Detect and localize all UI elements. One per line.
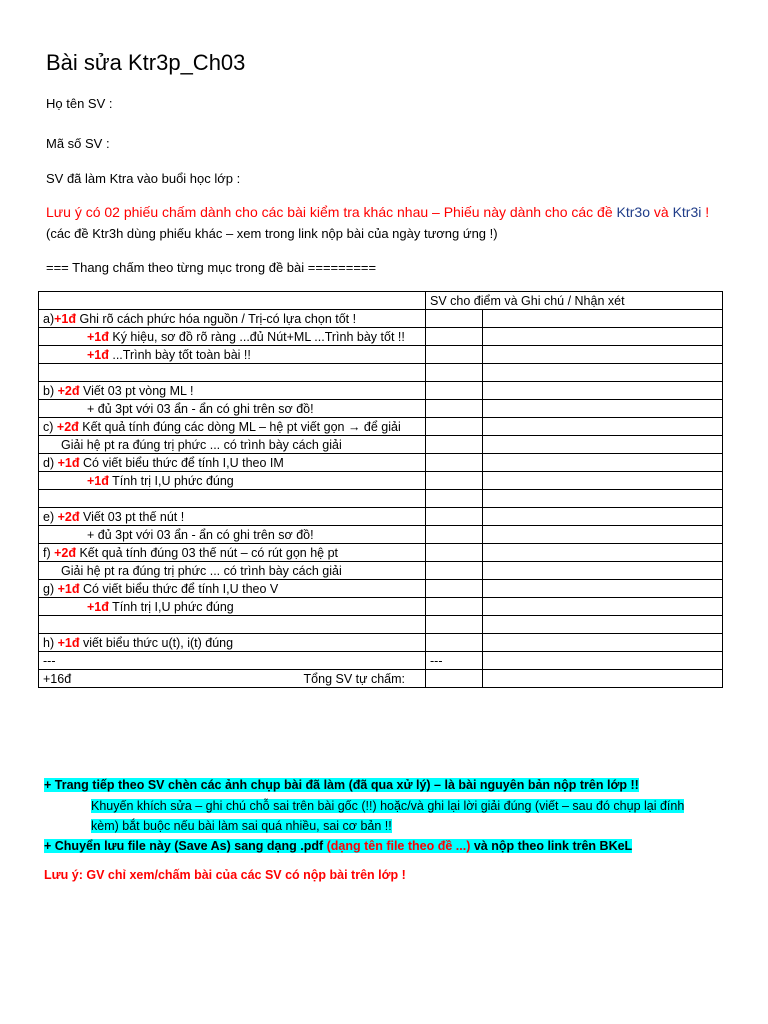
criteria-text: Giải hệ pt ra đúng trị phức ... có trình bày cách giải (61, 437, 342, 452)
comment-cell[interactable] (483, 490, 723, 508)
points-badge: +1đ (87, 599, 109, 614)
criteria-cell (39, 364, 426, 382)
comment-cell[interactable] (483, 364, 723, 382)
criteria-cell (39, 580, 426, 598)
table-row (39, 598, 723, 616)
exam-code-2: Ktr3i (672, 204, 702, 220)
table-row (39, 580, 723, 598)
total-label: Tổng SV tự chấm: (303, 671, 405, 686)
note-end: ! (701, 204, 710, 220)
comment-cell[interactable] (483, 454, 723, 472)
criteria-cell (39, 328, 426, 346)
table-row (39, 490, 723, 508)
criteria-text: Kết quả tính đúng các dòng ML – hệ pt viết gọn → để giải (78, 419, 401, 434)
criteria-text: Tính trị I,U phức đúng (108, 599, 234, 614)
criteria-text: Tính trị I,U phức đúng (108, 473, 234, 488)
note-line-2: (các đề Ktr3h dùng phiếu khác – xem trong link nộp bài của ngày tương ứng !) (46, 226, 498, 241)
table-row (39, 526, 723, 544)
criteria-cell (39, 472, 426, 490)
comment-cell[interactable] (483, 508, 723, 526)
points-badge: +1đ (57, 455, 80, 470)
item-prefix: b) (43, 383, 58, 398)
table-row (39, 652, 723, 670)
score-cell[interactable] (426, 400, 483, 418)
comment-cell[interactable] (483, 418, 723, 436)
scale-heading: === Thang chấm theo từng mục trong đề bài ========= (46, 260, 377, 275)
score-cell[interactable] (426, 616, 483, 634)
score-cell[interactable] (426, 454, 483, 472)
comment-cell[interactable] (483, 652, 723, 670)
criteria-text: + đủ 3pt với 03 ẩn - ẩn có ghi trên sơ đồ! (87, 401, 314, 416)
points-badge: +2đ (54, 545, 76, 560)
table-row (39, 616, 723, 634)
score-cell[interactable] (426, 418, 483, 436)
score-cell[interactable] (426, 346, 483, 364)
table-row (39, 562, 723, 580)
footer-line-2: Khuyến khích sửa – ghi chú chỗ sai trên bài gốc (!!) hoặc/và ghi lại lời giải đúng (viết – sau đó chụp lại đính (91, 799, 685, 813)
score-cell[interactable] (426, 598, 483, 616)
comment-cell[interactable] (483, 310, 723, 328)
criteria-text: ...Trình bày tốt toàn bài !! (108, 347, 251, 362)
table-row (39, 310, 723, 328)
table-row (39, 544, 723, 562)
points-badge: +2đ (56, 419, 79, 434)
criteria-cell (39, 454, 426, 472)
score-cell[interactable] (426, 472, 483, 490)
class-session-label: SV đã làm Ktra vào buổi học lớp : (46, 171, 241, 186)
score-cell[interactable] (426, 328, 483, 346)
points-badge: +1đ (57, 581, 80, 596)
score-cell[interactable] (426, 652, 483, 670)
comment-cell[interactable] (483, 634, 723, 652)
item-prefix: h) (43, 635, 58, 650)
score-cell[interactable] (426, 562, 483, 580)
criteria-cell (39, 616, 426, 634)
comment-cell[interactable] (483, 328, 723, 346)
note-and: và (649, 204, 673, 220)
table-row (39, 418, 723, 436)
score-cell[interactable] (426, 634, 483, 652)
points-badge: +1đ (54, 311, 77, 326)
exam-code-1: Ktr3o (616, 204, 650, 220)
score-cell[interactable] (426, 544, 483, 562)
criteria-text: Có viết biểu thức để tính I,U theo IM (79, 455, 284, 470)
note-line-1 (46, 204, 709, 220)
points-badge: +1đ (57, 635, 80, 650)
criteria-cell (39, 652, 426, 670)
student-name-label: Họ tên SV : (46, 96, 113, 111)
comment-cell[interactable] (483, 670, 723, 688)
criteria-cell (39, 544, 426, 562)
comment-cell[interactable] (483, 598, 723, 616)
score-cell[interactable] (426, 526, 483, 544)
criteria-cell (39, 310, 426, 328)
table-header: SV cho điểm và Ghi chú / Nhận xét (426, 292, 723, 310)
points-badge: +1đ (87, 347, 109, 362)
item-prefix: f) (43, 545, 55, 560)
criteria-text: Viết 03 pt vòng ML ! (79, 383, 194, 398)
warning-note: Lưu ý: GV chỉ xem/chấm bài của các SV có nộp bài trên lớp ! (44, 868, 406, 882)
points-badge: +2đ (57, 383, 80, 398)
criteria-text: Ký hiệu, sơ đồ rõ ràng ...đủ Nút+ML ...Trình bày tốt !! (108, 329, 405, 344)
criteria-text: Giải hệ pt ra đúng trị phức ... có trình bày cách giải (61, 563, 342, 578)
score-cell[interactable] (426, 670, 483, 688)
criteria-cell (39, 400, 426, 418)
page-title: Bài sửa Ktr3p_Ch03 (46, 50, 246, 75)
criteria-cell (39, 670, 426, 688)
table-row (39, 472, 723, 490)
grading-table (38, 291, 723, 688)
criteria-text: Có viết biểu thức để tính I,U theo V (79, 581, 279, 596)
item-prefix: a) (43, 311, 55, 326)
item-prefix: g) (43, 581, 58, 596)
points-badge: +1đ (87, 473, 109, 488)
item-prefix: --- (43, 653, 56, 668)
footer-line-3: kèm) bắt buộc nếu bài làm sai quá nhiều, sai cơ bản !! (91, 819, 392, 833)
criteria-text: Kết quả tính đúng 03 thế nút – có rút gọn hệ pt (76, 545, 339, 560)
table-row (39, 382, 723, 400)
criteria-cell (39, 490, 426, 508)
criteria-text: Ghi rõ cách phức hóa nguồn / Trị-có lựa chọn tốt ! (76, 311, 357, 326)
table-row (39, 634, 723, 652)
comment-cell[interactable] (483, 616, 723, 634)
table-row (39, 400, 723, 418)
table-row (39, 328, 723, 346)
score-cell[interactable] (426, 490, 483, 508)
footer-line-4: + Chuyển lưu file này (Save As) sang dạng .pdf (dạng tên file theo đề ...) và nộp theo link trên BKeL (44, 839, 633, 853)
student-id-label: Mã số SV : (46, 136, 110, 151)
score-cell[interactable] (426, 310, 483, 328)
comment-cell[interactable] (483, 400, 723, 418)
comment-cell[interactable] (483, 382, 723, 400)
score-cell[interactable] (426, 580, 483, 598)
criteria-cell (39, 598, 426, 616)
criteria-cell (39, 418, 426, 436)
criteria-cell (39, 634, 426, 652)
comment-cell[interactable] (483, 562, 723, 580)
criteria-text: + đủ 3pt với 03 ẩn - ẩn có ghi trên sơ đồ! (87, 527, 314, 542)
item-prefix: d) (43, 455, 58, 470)
comment-cell[interactable] (483, 436, 723, 454)
comment-cell[interactable] (483, 472, 723, 490)
item-prefix: c) (43, 419, 57, 434)
comment-cell[interactable] (483, 580, 723, 598)
total-points: +16đ (43, 671, 72, 686)
comment-cell[interactable] (483, 526, 723, 544)
table-row (39, 346, 723, 364)
criteria-cell (39, 562, 426, 580)
table-row (39, 670, 723, 688)
footer-line-1: + Trang tiếp theo SV chèn các ảnh chụp bài đã làm (đã qua xử lý) – là bài nguyên bản nộp trên lớp !! (44, 778, 639, 792)
score-cell[interactable] (426, 436, 483, 454)
table-row (39, 436, 723, 454)
table-row (39, 454, 723, 472)
criteria-cell (39, 526, 426, 544)
table-header-row (39, 292, 723, 310)
score-cell[interactable] (426, 382, 483, 400)
score-cell[interactable] (426, 508, 483, 526)
points-badge: +1đ (87, 329, 109, 344)
criteria-cell (39, 508, 426, 526)
table-row (39, 508, 723, 526)
score-cell[interactable] (426, 364, 483, 382)
comment-cell[interactable] (483, 544, 723, 562)
criteria-text: viết biểu thức u(t), i(t) đúng (79, 635, 234, 650)
note-text: Lưu ý có 02 phiếu chấm dành cho các bài kiểm tra khác nhau – Phiếu này dành cho các đề (46, 204, 617, 220)
table-row (39, 364, 723, 382)
score-placeholder: --- (430, 653, 443, 668)
criteria-cell (39, 382, 426, 400)
comment-cell[interactable] (483, 346, 723, 364)
criteria-cell (39, 346, 426, 364)
criteria-text: Viết 03 pt thế nút ! (79, 509, 185, 524)
points-badge: +2đ (57, 509, 80, 524)
item-prefix: e) (43, 509, 58, 524)
criteria-cell (39, 436, 426, 454)
